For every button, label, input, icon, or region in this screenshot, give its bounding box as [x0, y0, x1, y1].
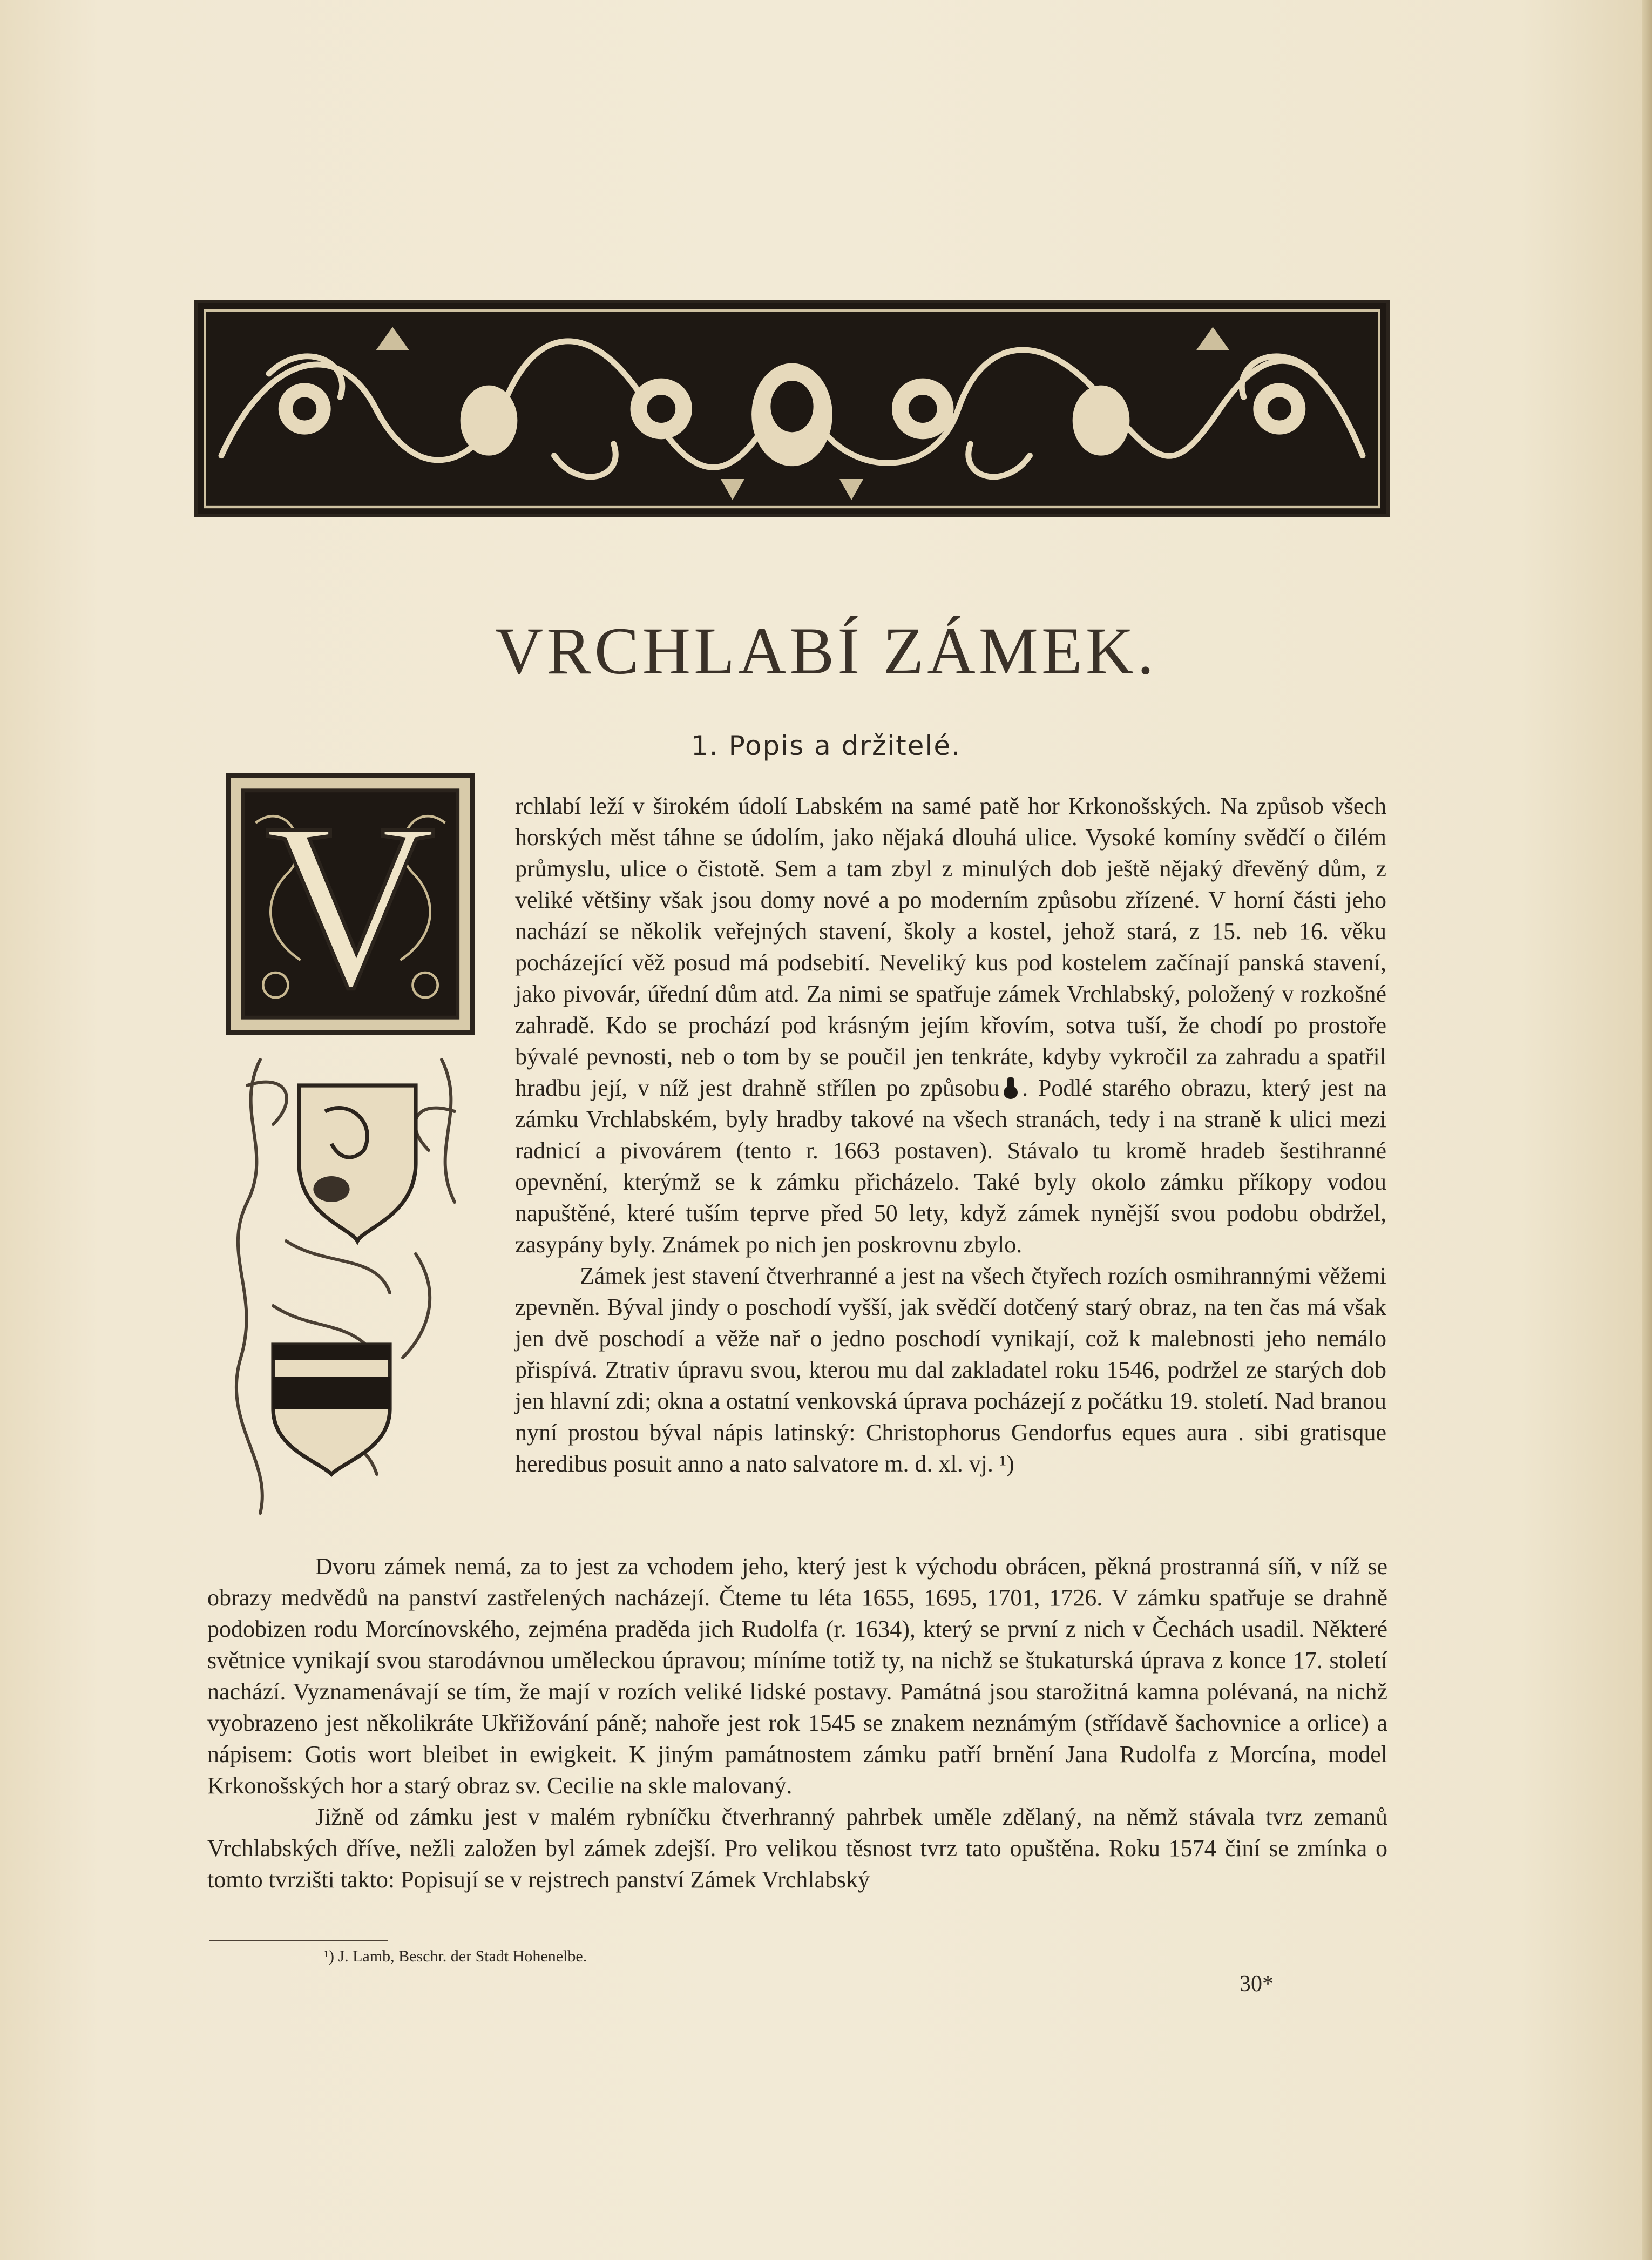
- section-heading: 1. Popis a držitelé.: [690, 730, 961, 761]
- paragraph-1-continuation: . Podlé starého obrazu, který jest na zámku Vrchlabském, byly hradby takové na všech stranách, tedy i na straně k ulici mezi radnicí a pivovárem (tento r. 1663 postaven). Stávalo tu kromě hradeb šestihranné opevnění, kterýmž se k zámku přicházelo. Také byly okolo zámku příkopy vodou napuštěné, které tuším teprve před 50 lety, když zámek nynější svou podobu obdržel, zasypány byly. Známek po nich jen poskrovnu zbylo.: [515, 1075, 1386, 1258]
- paragraph-3: Dvoru zámek nemá, za to jest za vchodem jeho, který jest k východu obrácen, pěkná prostranná síň, v níž se obrazy medvědů na panství zastřelených nacházejí. Čteme tu léta 1655, 1695, 1701, 1726. V zámku spatřuje se drahně podobizen rodu Morcínovského, zejména praděda jich Rudolfa (r. 1634), který se první z nich v Čechách usadil. Některé světnice vynikají svou starodávnou uměleckou úpravou; míníme totiž ty, na nichž se štukaturská úprava z konce 17. století nachází. Vyznamenávají se tím, že mají v rozích veliké lidské postavy. Památná jsou starožitná kamna polévaná, na nichž vyobrazeno jest několikráte Ukřižování páně; nahoře jest rok 1545 se znakem neznámým (střídavě šachovnice a orlice) a nápisem: Gotis wort bleibet in ewigkeit. K jiným památnostem zámku patří brnění Jana Rudolfa z Morcína, model Krkonošských hor a starý obraz sv. Cecilie na skle malovaný.: [207, 1553, 1387, 1799]
- initial-letter-icon: [226, 772, 475, 1036]
- page-edge: [1642, 0, 1652, 2260]
- coat-of-arms-icon: [221, 1031, 480, 1528]
- paragraph-1-text: rchlabí leží v širokém údolí Labském na samé patě hor Krkonošských. Na způsob všech horských měst táhne se údolím, jako nějaká dlouhá ulice. Vysoké komíny svědčí o čilém průmyslu, ulice o čistotě. Sem a tam zbyl z minulých dob ještě nějaký dřevěný dům, z veliké většiny však jsou domy nové a po moderním způsobu zřízené. V horní části jeho nachází se několik veřejných stavení, školy a kostel, jehož stará, z 15. neb 16. věku pocházející věž posud má podsebití. Neveliký kus pod kostelem začínají panská stavení, jako pivovár, úřední dům atd. Za nimi se spatřuje zámek Vrchlabský, položený v rozkošné zahradě. Kdo se prochází pod krásným jejím křovím, sotva tuší, že chodí po prostoře bývalé pevnosti, neb o tom by se poučil jen tenkráte, kdyby vykročil za zahradu a spatřil hradbu její, v níž jest drahně střílen po způsobu: [515, 793, 1386, 1101]
- heraldic-crest-ornament: [221, 1031, 480, 1528]
- page-number: 30*: [1240, 1972, 1274, 1996]
- decorated-initial-v: [226, 772, 475, 1036]
- foliage-ornament-icon: [198, 303, 1386, 514]
- page-title: VRCHLABÍ ZÁMEK.: [495, 614, 1157, 688]
- ornamental-header-banner: [194, 300, 1390, 517]
- footnote: ¹) J. Lamb, Beschr. der Stadt Hohenelbe.: [324, 1947, 587, 1965]
- paragraph-1: [515, 791, 1386, 1260]
- footnote-divider: [209, 1940, 388, 1941]
- initial-letter-text: V: [265, 774, 436, 1036]
- paragraph-4: Jižně od zámku jest v malém rybníčku čtverhranný pahrbek uměle zdělaný, na němž stávala tvrz zemanů Vrchlabských dříve, nežli založen byl zámek zdejší. Pro velikou těsnost tvrz tato opuštěna. Roku 1574 činí se zmínka o tomto tvrzišti takto: Popisují se v rejstrech panství Zámek Vrchlabský: [207, 1804, 1387, 1893]
- paragraph-2: Zámek jest stavení čtverhranné a jest na všech čtyřech rozích osmihrannými věžemi zpevněn. Býval jindy o poschodí vyšší, jak svědčí dotčený starý obraz, na ten čas má však jen dvě poschodí a věže nař o jedno poschodí vynikají, což k malebnosti jeho nemálo přispívá. Ztrativ úpravu svou, kterou mu dal zakladatel roku 1546, podržel ze starých dob jen hlavní zdi; okna a ostatní venkovská úprava pocházejí z počátku 19. století. Nad branou nyní prostou býval nápis latinský: Christophorus Gendorfus eques aura . sibi gratisque heredibus posuit anno a nato salvatore m. d. xl. vj. ¹): [515, 1263, 1386, 1477]
- text-column-narrow: [515, 791, 1386, 1480]
- loophole-icon: [1004, 1077, 1018, 1099]
- text-column-wide: [207, 1551, 1387, 1895]
